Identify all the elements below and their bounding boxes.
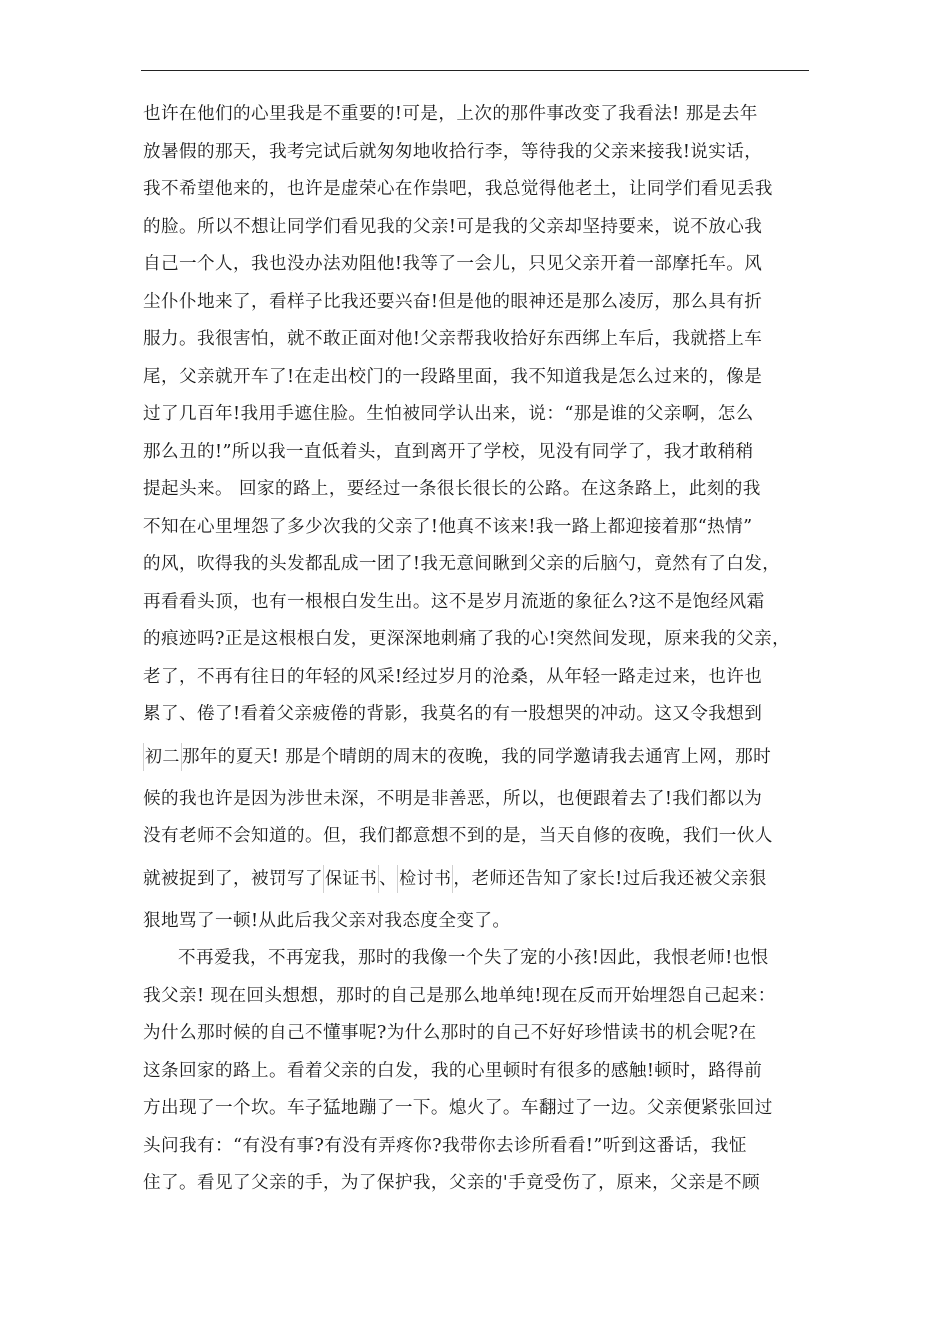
text-line [143, 978, 815, 1016]
paragraph-text: 提起头来。 回家的路上，要经过一条很长很长的公路。在这条路上，此刻的我 [143, 479, 761, 499]
text-line [143, 246, 815, 284]
paragraph-text: 我不希望他来的，也许是虚荣心在作祟吧，我总觉得他老土，让同学们看见丢我 [143, 179, 773, 199]
text-line [143, 696, 815, 734]
paragraph-text: 再看看头顶，也有一根根白发生出。这不是岁月流逝的象征么?这不是饱经风霜 [143, 591, 765, 612]
paragraph-text: 不再爱我，不再宠我，那时的我像一个失了宠的小孩!因此，我恨老师!也恨 [178, 948, 769, 968]
paragraph-text: 的脸。所以不想让同学们看见我的父亲!可是我的父亲却坚持要来，说不放心我 [143, 216, 763, 237]
text-line [143, 546, 815, 584]
text-line [143, 434, 815, 472]
text-line [143, 284, 815, 322]
paragraph-text: 住了。看见了父亲的手，为了保护我，父亲的'手竟受伤了，原来，父亲是不顾 [143, 1173, 761, 1193]
keyword-link-chuer[interactable]: 初二 [143, 743, 182, 771]
text-line [143, 471, 815, 509]
paragraph-text: 狠地骂了一顿!从此后我父亲对我态度全变了。 [143, 910, 511, 931]
paragraph-text: 也许在他们的心里我是不重要的!可是，上次的那件事改变了我看法! 那是去年 [143, 104, 758, 124]
paragraph-text: 我父亲! 现在回头想想，那时的自己是那么地单纯!现在反而开始埋怨自己起来： [143, 985, 776, 1006]
paragraph-text: 就被捉到了，被罚写了 [143, 868, 323, 889]
paragraph-text: 放暑假的那天，我考完试后就匆匆地收拾行李，等待我的父亲来接我!说实话， [143, 141, 763, 162]
paragraph-text: 尾，父亲就开车了!在走出校门的一段路里面，我不知道我是怎么过来的，像是 [143, 366, 763, 387]
text-line [143, 1015, 815, 1053]
text-line [143, 96, 815, 134]
text-line [143, 1165, 815, 1203]
paragraph-text: 头问我有：“有没有事?有没有弄疼你?我带你去诊所看看!”听到这番话，我怔 [143, 1135, 747, 1156]
document-body [143, 96, 815, 1203]
text-line [143, 509, 815, 547]
paragraph-text: 的风，吹得我的头发都乱成一团了!我无意间瞅到父亲的后脑勺，竟然有了白发， [143, 554, 781, 574]
paragraph-text: 那么丑的!”所以我一直低着头，直到离开了学校，见没有同学了，我才敢稍稍 [143, 441, 754, 462]
text-line [143, 396, 815, 434]
paragraph-text: 的痕迹吗?正是这根根白发，更深深地刺痛了我的心!突然间发现，原来我的父亲， [143, 629, 791, 649]
paragraph-text: 那年的夏天! 那是个晴朗的周末的夜晚，我的同学邀请我去通宵上网，那时 [181, 746, 772, 767]
text-line [143, 1128, 815, 1166]
text-line [143, 359, 815, 397]
text-line [143, 209, 815, 247]
paragraph-text: 服力。我很害怕，就不敢正面对他!父亲帮我收拾好东西绑上车后，我就搭上车 [143, 329, 763, 349]
text-line [143, 856, 815, 903]
separator-text: 、 [379, 868, 398, 889]
text-line [143, 903, 815, 941]
text-line [143, 621, 815, 659]
paragraph-text: 候的我也许是因为涉世未深，不明是非善恶，所以，也便跟着去了!我们都以为 [143, 788, 763, 809]
paragraph-text: 过了几百年!我用手遮住脸。生怕被同学认出来，说：“那是谁的父亲啊，怎么 [143, 404, 754, 424]
text-line [143, 734, 815, 781]
text-line [143, 134, 815, 172]
paragraph-text: 自己一个人，我也没办法劝阻他!我等了一会儿，只见父亲开着一部摩托车。风 [143, 254, 763, 274]
text-line [143, 659, 815, 697]
paragraph-start-line [143, 940, 815, 978]
keyword-link-jiantaoshu[interactable]: 检讨书 [397, 865, 453, 893]
keyword-link-baozhengshu[interactable]: 保证书 [323, 865, 379, 893]
paragraph-text: 为什么那时候的自己不懂事呢?为什么那时的自己不好好珍惜读书的机会呢?在 [143, 1023, 757, 1043]
paragraph-text: 没有老师不会知道的。但，我们都意想不到的是，当天自修的夜晚，我们一伙人 [143, 826, 773, 846]
paragraph-text: 这条回家的路上。看着父亲的白发，我的心里顿时有很多的感触!顿时，路得前 [143, 1060, 763, 1081]
text-line [143, 321, 815, 359]
paragraph-text: 方出现了一个坎。车子猛地蹦了一下。熄火了。车翻过了一边。父亲便紧张回过 [143, 1098, 773, 1118]
text-line [143, 781, 815, 819]
text-line [143, 818, 815, 856]
paragraph-text: 不知在心里埋怨了多少次我的父亲了!他真不该来!我一路上都迎接着那“热情” [143, 516, 753, 537]
paragraph-text: ，老师还告知了家长!过后我还被父亲狠 [453, 868, 767, 889]
paragraph-text: 累了、倦了!看着父亲疲倦的背影，我莫名的有一股想哭的冲动。这又令我想到 [143, 704, 763, 724]
paragraph-text: 老了，不再有往日的年轻的风采!经过岁月的沧桑，从年轻一路走过来，也许也 [143, 666, 763, 687]
text-line [143, 584, 815, 622]
text-line [143, 171, 815, 209]
text-line [143, 1090, 815, 1128]
header-rule [141, 70, 809, 71]
paragraph-text: 尘仆仆地来了，看样子比我还要兴奋!但是他的眼神还是那么凌厉，那么具有折 [143, 291, 763, 312]
text-line [143, 1053, 815, 1091]
